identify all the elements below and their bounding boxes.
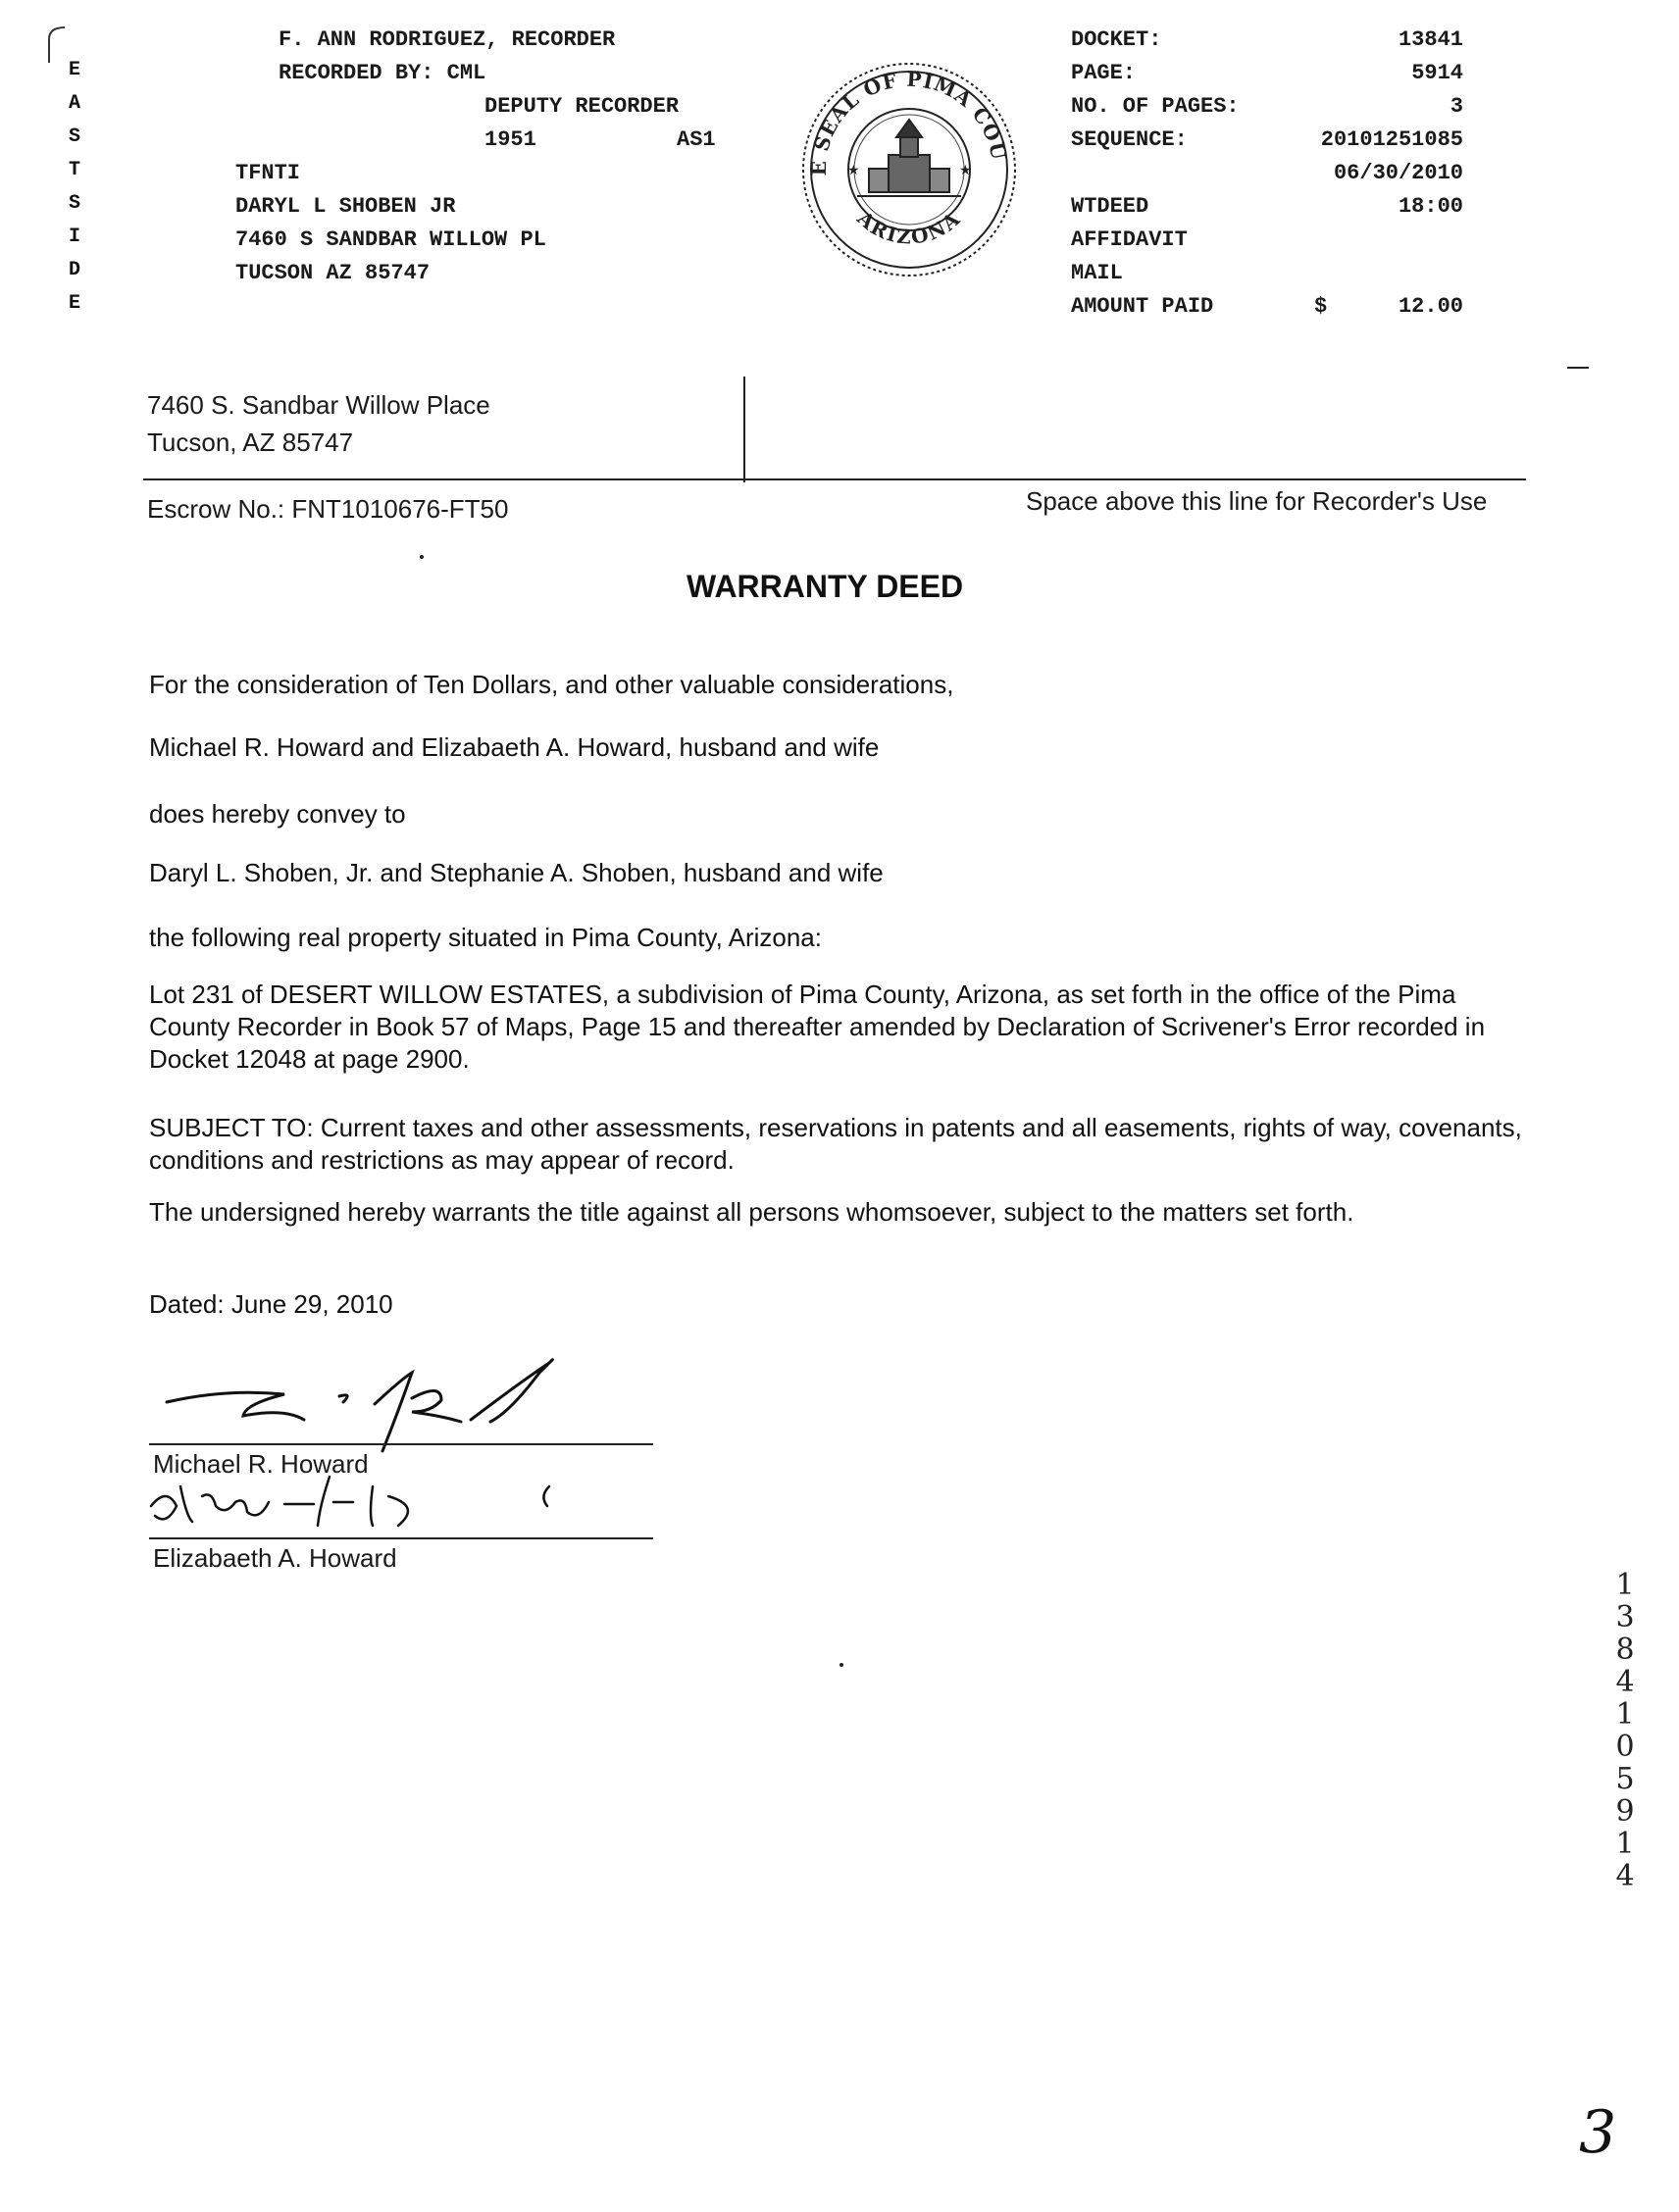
stamp-digit: 1	[1615, 1568, 1635, 1602]
return-address-line2: Tucson, AZ 85747	[147, 427, 354, 457]
stray-dot	[840, 1663, 843, 1667]
grantees-text: Daryl L. Shoben, Jr. and Stephanie A. Shoben, husband and wife	[149, 858, 884, 887]
vertical-letter: I	[69, 226, 81, 248]
addressee-name: DARYL L SHOBEN JR	[235, 194, 456, 219]
page-value: 5914	[1411, 61, 1463, 85]
signer2-name: Elizabaeth A. Howard	[153, 1543, 397, 1573]
amount-label: AMOUNT PAID	[1071, 294, 1214, 319]
vertical-letter: S	[69, 192, 81, 215]
return-address-line1: 7460 S. Sandbar Willow Place	[147, 390, 490, 420]
stamp-digit: 9	[1615, 1794, 1635, 1829]
consideration-text: For the consideration of Ten Dollars, and other valuable considerations,	[149, 670, 954, 699]
pages-label: NO. OF PAGES:	[1071, 94, 1240, 119]
signature-line-1	[149, 1443, 653, 1445]
recorder-use-line	[143, 478, 1526, 480]
vertical-letter: S	[69, 126, 81, 148]
recorder-use-note: Space above this line for Recorder's Use	[1026, 486, 1488, 516]
stamp-digit: 4	[1615, 1665, 1635, 1699]
document-title: WARRANTY DEED	[687, 569, 964, 604]
legal-description: Lot 231 of DESERT WILLOW ESTATES, a subdivision of Pima County, Arizona, as set forth in the office of the Pima County Recorder in Book 57 of Maps, Page 15 and thereafter amended by Declaration of Scrivener's Error recorded in Docket 12048 at page 2900.	[149, 980, 1486, 1074]
escrow-number: Escrow No.: FNT1010676-FT50	[147, 494, 509, 524]
signature-elizabaeth	[137, 1467, 628, 1535]
warranty-text: The undersigned hereby warrants the title against all persons whomsoever, subject to the matters set forth.	[149, 1197, 1354, 1227]
mail-label: MAIL	[1071, 261, 1123, 285]
stamp-digit: 3	[1615, 1600, 1635, 1634]
stamp-digit: 4	[1615, 1859, 1635, 1893]
sequence-label: SEQUENCE:	[1071, 127, 1188, 152]
docket-value: 13841	[1398, 27, 1463, 52]
grantors-text: Michael R. Howard and Elizabaeth A. Howard, husband and wife	[149, 732, 880, 762]
svg-text:★: ★	[959, 164, 972, 178]
convey-text: does hereby convey to	[149, 799, 406, 829]
docket-label: DOCKET:	[1071, 27, 1162, 52]
vertical-letter: T	[69, 159, 81, 181]
stamp-digit: 5	[1615, 1762, 1635, 1796]
vertical-letter: D	[69, 259, 81, 281]
stray-dot	[420, 555, 424, 559]
sequence-value: 20101251085	[1320, 127, 1463, 152]
deputy-recorder: DEPUTY RECORDER	[484, 94, 680, 119]
page-label: PAGE:	[1071, 61, 1137, 85]
pages-value: 3	[1450, 94, 1463, 119]
stamp-digit: 0	[1615, 1730, 1635, 1764]
vertical-letter: E	[69, 59, 81, 81]
stamp-digit: 1	[1615, 1697, 1635, 1732]
stamp-digit: 1	[1615, 1827, 1635, 1861]
page-number: 3	[1579, 2098, 1617, 2167]
recorder-name: F. ANN RODRIGUEZ, RECORDER	[279, 27, 616, 52]
corner-mark	[43, 25, 67, 65]
tfnti-label: TFNTI	[235, 161, 301, 185]
address-box-divider	[743, 377, 745, 482]
seal-top-text: E SEAL OF PIMA COU	[806, 67, 1011, 176]
signer1-name: Michael R. Howard	[153, 1449, 369, 1479]
seal-bottom-text: ARIZONA	[852, 206, 966, 249]
recorder-code: 1951	[484, 127, 536, 152]
margin-dash	[1567, 367, 1589, 369]
record-time: 18:00	[1398, 194, 1463, 219]
affidavit-label: AFFIDAVIT	[1071, 227, 1188, 252]
amount-value: 12.00	[1398, 294, 1463, 319]
stamp-digit: 8	[1615, 1633, 1635, 1667]
svg-text:★: ★	[847, 164, 860, 178]
record-date: 06/30/2010	[1333, 161, 1463, 185]
currency-symbol: $	[1314, 294, 1328, 319]
svg-text:ARIZONA	[852, 206, 966, 249]
recorder-code-2: AS1	[677, 127, 716, 152]
county-seal	[798, 59, 1020, 280]
property-intro: the following real property situated in Pima County, Arizona:	[149, 923, 822, 952]
dated-text: Dated: June 29, 2010	[149, 1289, 393, 1319]
vertical-letter: A	[69, 92, 81, 115]
vertical-letter: E	[69, 292, 81, 315]
addressee-street: 7460 S SANDBAR WILLOW PL	[235, 227, 546, 252]
document-type: WTDEED	[1071, 194, 1149, 219]
subject-to-text: SUBJECT TO: Current taxes and other assessments, reservations in patents and all easements, rights of way, covenants, conditions and restrictions as may appear of record.	[149, 1113, 1522, 1175]
addressee-city: TUCSON AZ 85747	[235, 261, 431, 285]
recorded-by: RECORDED BY: CML	[279, 61, 486, 85]
signature-line-2	[149, 1537, 653, 1539]
